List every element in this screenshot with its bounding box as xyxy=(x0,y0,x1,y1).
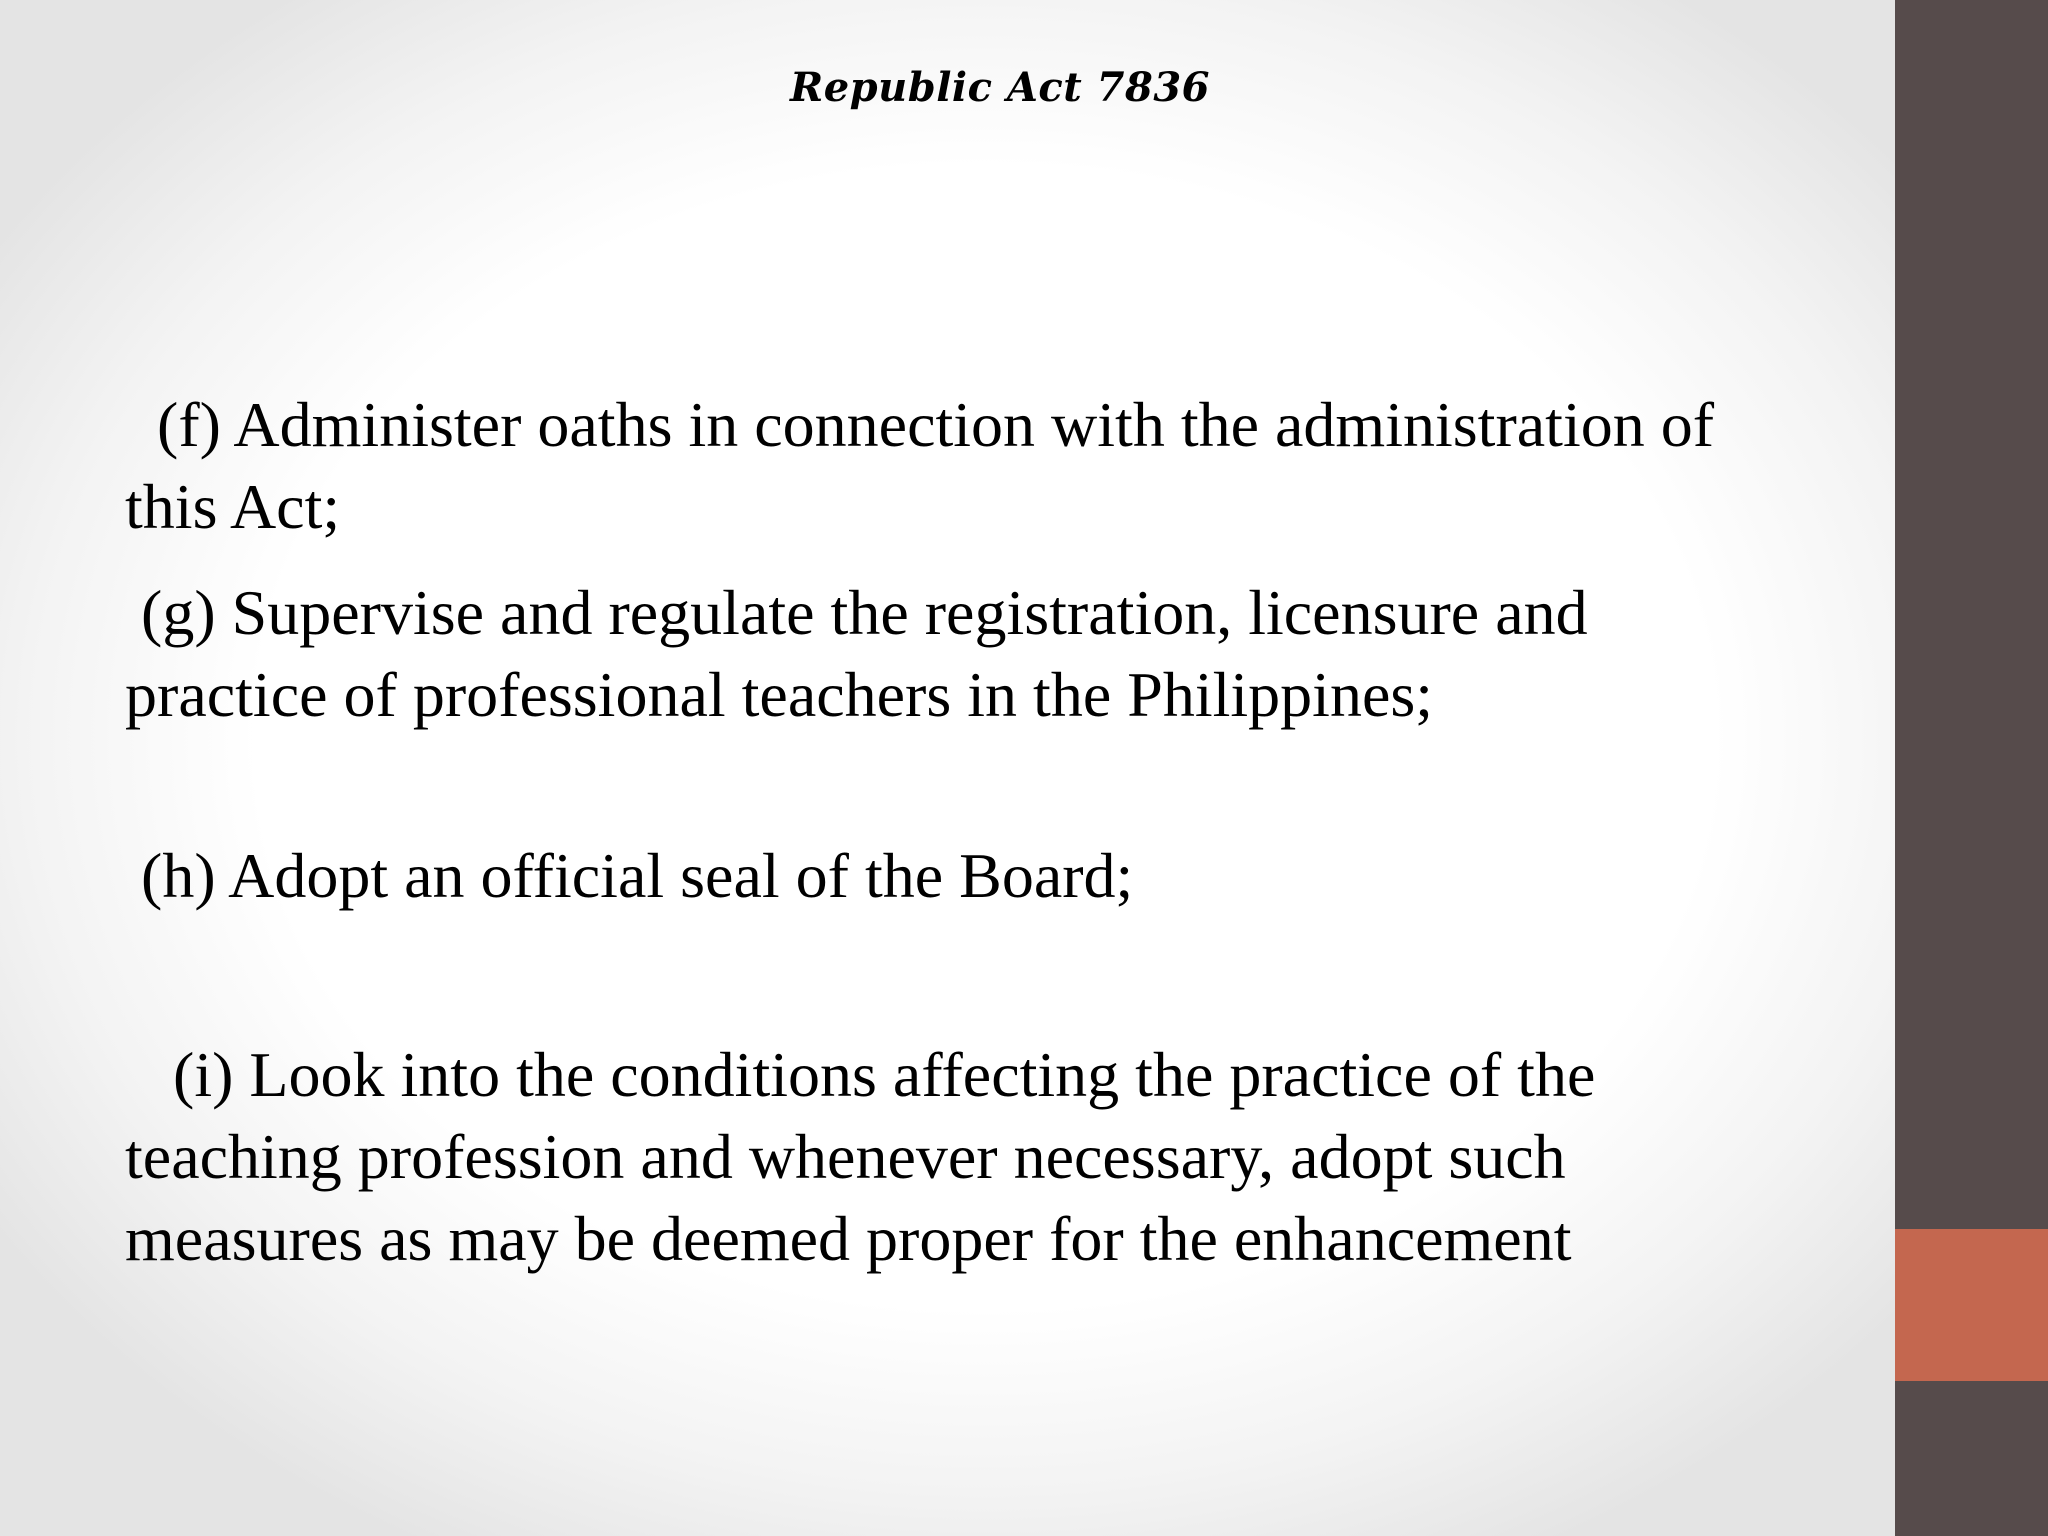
paragraph-i xyxy=(125,1034,1595,1280)
paragraph-f xyxy=(125,384,1714,548)
paragraph-f-line-2: this Act; xyxy=(125,471,341,542)
paragraph-h xyxy=(125,835,1133,917)
paragraph-i-line-2: teaching profession and whenever necessary, adopt such xyxy=(125,1121,1566,1192)
paragraph-h-line-1: (h) Adopt an official seal of the Board; xyxy=(125,840,1134,911)
paragraph-i-line-1: (i) Look into the conditions affecting the practice of the xyxy=(125,1039,1596,1110)
paragraph-g xyxy=(125,572,1588,736)
sidebar-accent-block xyxy=(1895,1229,2048,1381)
paragraph-g-line-1: (g) Supervise and regulate the registration, licensure and xyxy=(125,577,1588,648)
slide-title: Republic Act 7836 xyxy=(789,64,1210,111)
paragraph-g-line-2: practice of professional teachers in the Philippines; xyxy=(125,659,1434,730)
paragraph-f-line-1: (f) Administer oaths in connection with the administration of xyxy=(125,389,1715,460)
paragraph-i-line-3: measures as may be deemed proper for the enhancement xyxy=(125,1203,1572,1274)
